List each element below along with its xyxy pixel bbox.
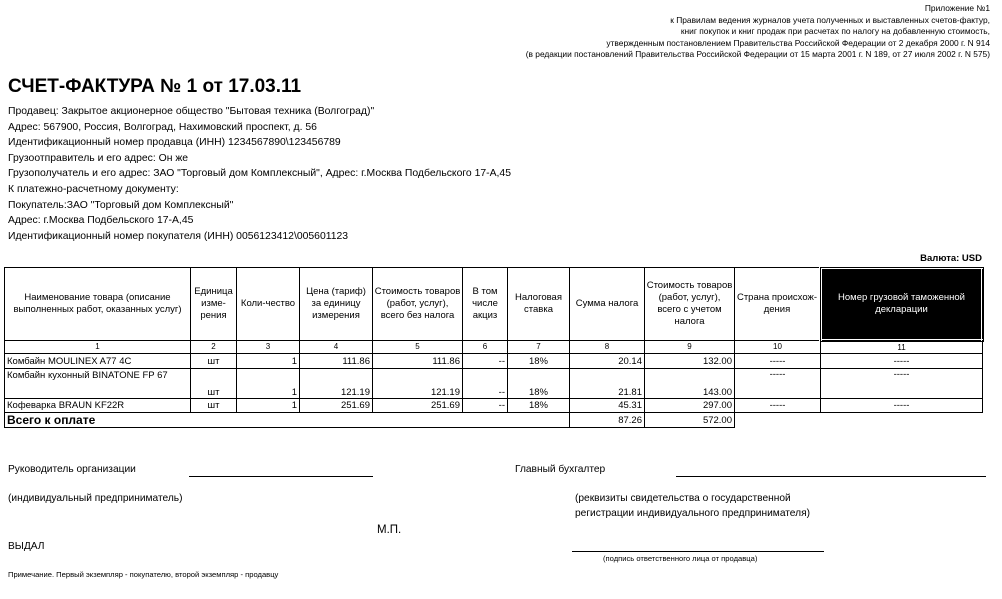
item-cost-gross: 132.00 — [645, 354, 735, 369]
payment-document: К платежно-расчетному документу: — [8, 183, 179, 195]
column-numbers-row — [5, 341, 983, 354]
invoice-table — [4, 266, 984, 428]
buyer-inn: Идентификационный номер покупателя (ИНН) 0056123412\005601123 — [8, 230, 349, 242]
item-country: ----- — [735, 399, 821, 413]
shipper: Грузоотправитель и его адрес: Он же — [8, 152, 189, 164]
item-tax-amount: 20.14 — [570, 354, 645, 369]
column-number: 11 — [821, 341, 983, 354]
seller-inn: Идентификационный номер продавца (ИНН) 1234567890\123456789 — [8, 137, 341, 149]
item-declaration: ----- — [821, 354, 983, 369]
entrepreneur-label: (индивидуальный предприниматель) — [8, 493, 183, 504]
appendix-line: утвержденным постановлением Правительства Российской Федерации от 2 декабря 2000 г. N 914 — [606, 37, 990, 48]
item-tax-amount: 45.31 — [570, 399, 645, 413]
column-header: Налоговая ставка — [508, 268, 570, 341]
item-quantity: 1 — [237, 399, 300, 413]
head-signature-line — [189, 476, 373, 477]
column-header: Цена (тариф) за единицу измерения — [300, 268, 373, 341]
total-sum: 572.00 — [645, 413, 735, 428]
column-header: Коли-чество — [237, 268, 300, 341]
column-number: 6 — [463, 341, 508, 354]
issued-label: ВЫДАЛ — [8, 541, 45, 552]
total-tax: 87.26 — [570, 413, 645, 428]
table-row — [5, 399, 983, 413]
item-country: ----- — [735, 369, 821, 399]
appendix-line: (в редакции постановлений Правительства Российской Федерации от 15 марта 2001 г. N 189, от 27 июля 2002 г. N 575) — [525, 49, 990, 60]
column-number: 9 — [645, 341, 735, 354]
head-label: Руководитель организации — [8, 464, 136, 475]
column-header: Страна происхож-дения — [735, 268, 821, 341]
column-header: Сумма налога — [570, 268, 645, 341]
footnote: Примечание. Первый экземпляр - покупателю, второй экземпляр - продавцу — [8, 570, 279, 579]
table-header-row — [5, 268, 983, 341]
requisites-line-2: регистрации индивидуального предпринимателя) — [575, 508, 810, 519]
buyer-address: Адрес: г.Москва Подбельского 17-А,45 — [8, 215, 194, 227]
item-price: 121.19 — [300, 369, 373, 399]
currency-label: Валюта: USD — [920, 253, 982, 264]
item-cost-net: 251.69 — [373, 399, 463, 413]
column-header: В том числе акциз — [463, 268, 508, 341]
item-cost-net: 121.19 — [373, 369, 463, 399]
signature-caption: (подпись ответственного лица от продавца) — [603, 554, 758, 563]
accountant-signature-line — [676, 476, 986, 477]
item-tax-rate: 18% — [508, 399, 570, 413]
item-unit: шт — [191, 399, 237, 413]
item-cost-gross: 143.00 — [645, 369, 735, 399]
item-tax-amount: 21.81 — [570, 369, 645, 399]
item-excise: -- — [463, 369, 508, 399]
invoice-info — [8, 104, 511, 244]
empty-cell — [821, 413, 983, 428]
column-number: 10 — [735, 341, 821, 354]
stamp-label: М.П. — [377, 524, 402, 536]
appendix-line: Приложение №1 — [924, 3, 990, 13]
item-name: Комбайн MOULINEX A77 4C — [5, 354, 191, 369]
item-declaration: ----- — [821, 369, 983, 399]
column-number: 7 — [508, 341, 570, 354]
column-number: 8 — [570, 341, 645, 354]
item-cost-net: 111.86 — [373, 354, 463, 369]
column-header: Стоимость товаров (работ, услуг), всего с учетом налога — [645, 268, 735, 341]
consignee: Грузополучатель и его адрес: ЗАО "Торговый дом Комплексный", Адрес: г.Москва Подбельского 17-А,45 — [8, 168, 511, 180]
item-unit: шт — [191, 369, 237, 399]
invoice-title: СЧЕТ-ФАКТУРА № 1 от 17.03.11 — [8, 76, 302, 97]
item-excise: -- — [463, 354, 508, 369]
column-number: 5 — [373, 341, 463, 354]
item-tax-rate: 18% — [508, 369, 570, 399]
empty-cell — [735, 413, 821, 428]
appendix-line: к Правилам ведения журналов учета полученных и выставленных счетов-фактур, — [670, 14, 990, 25]
column-header: Наименование товара (описание выполненных работ, оказанных услуг) — [5, 268, 191, 341]
item-price: 251.69 — [300, 399, 373, 413]
column-number: 1 — [5, 341, 191, 354]
column-number: 3 — [237, 341, 300, 354]
item-price: 111.86 — [300, 354, 373, 369]
column-number: 4 — [300, 341, 373, 354]
accountant-label: Главный бухгалтер — [515, 464, 606, 475]
item-declaration: ----- — [821, 399, 983, 413]
item-name: Комбайн кухонный BINATONE FP 67 — [5, 369, 191, 399]
total-label: Всего к оплате — [5, 413, 570, 428]
item-excise: -- — [463, 399, 508, 413]
item-country: ----- — [735, 354, 821, 369]
column-header: Единица изме-рения — [191, 268, 237, 341]
column-number: 2 — [191, 341, 237, 354]
seller-name: Продавец: Закрытое акционерное общество "Бытовая техника (Волгоград)" — [8, 106, 375, 117]
item-tax-rate: 18% — [508, 354, 570, 369]
item-name: Кофеварка BRAUN KF22R — [5, 399, 191, 413]
appendix-note — [526, 3, 990, 61]
table-row — [5, 369, 983, 399]
appendix-line: книг покупок и книг продаж при расчетах по налогу на добавленную стоимость, — [680, 26, 990, 37]
item-unit: шт — [191, 354, 237, 369]
seller-address: Адрес: 567900, Россия, Волгоград, Нахимовский проспект, д. 56 — [8, 121, 317, 133]
item-quantity: 1 — [237, 354, 300, 369]
column-header-customs-declaration: Номер грузовой таможенной декларации — [821, 268, 983, 341]
issuer-signature-line — [572, 551, 824, 552]
buyer-name: Покупатель:ЗАО "Торговый дом Комплексный" — [8, 199, 234, 211]
table-row — [5, 354, 983, 369]
item-quantity: 1 — [237, 369, 300, 399]
item-cost-gross: 297.00 — [645, 399, 735, 413]
column-header: Стоимость товаров (работ, услуг), всего без налога — [373, 268, 463, 341]
requisites-line-1: (реквизиты свидетельства о государственной — [575, 493, 791, 504]
total-row — [5, 413, 983, 428]
